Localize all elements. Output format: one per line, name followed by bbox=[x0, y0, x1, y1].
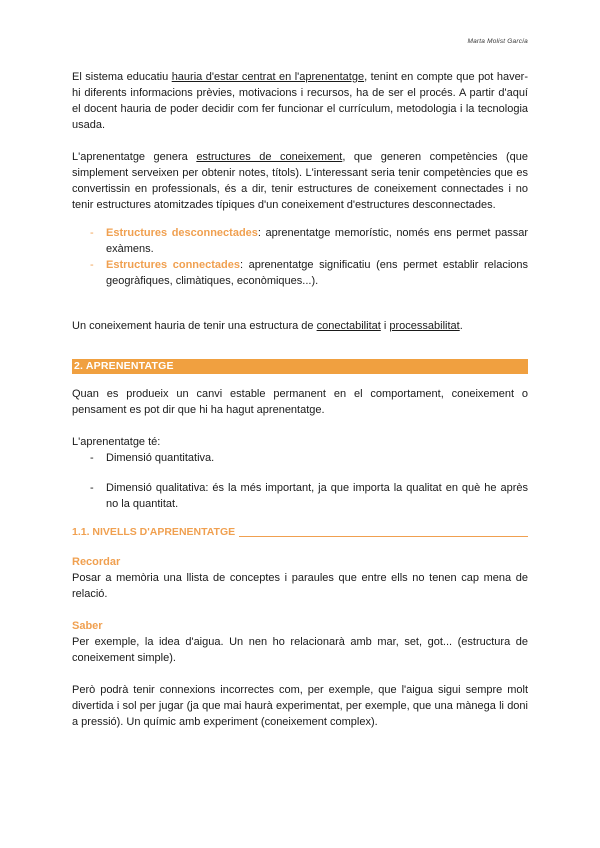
underlined-term: processabilitat bbox=[389, 320, 460, 332]
intro-paragraph-1 bbox=[72, 69, 528, 133]
structure-desc: : aprenentatge significatiu (ens permet establir relacions geogràfiques, climàtiques, econòmiques...). bbox=[106, 259, 529, 287]
underlined-term: conectabilitat bbox=[316, 320, 381, 332]
dash-bullet-icon: - bbox=[90, 259, 94, 271]
section-paragraph-2: L'aprenentatge té: bbox=[72, 436, 161, 448]
underlined-phrase: hauria d'estar centrat en l'aprenentatge bbox=[171, 71, 365, 83]
structure-term: Estructures desconnectades bbox=[106, 227, 258, 239]
saber-heading: Saber bbox=[72, 620, 103, 632]
structure-term: Estructures connectades bbox=[106, 259, 240, 271]
header-author: Marta Molist García bbox=[467, 38, 528, 45]
list-item-text: Dimensió qualitativa: és la més important, ja que importa la qualitat en què he après no la quantitat. bbox=[106, 482, 528, 510]
text-span: , que generen competències (que simplement serveixen per obtenir notes, títols). L'interessant seria tenir competències que es convertissin en professionals, és a dir, tenir estructures de coneixement connectades i no tenir estructures atomitzades típiques d'un coneixement d'estructures desconnectades. bbox=[72, 151, 528, 211]
dash-bullet-icon: - bbox=[90, 452, 94, 464]
heading-rule bbox=[239, 536, 528, 537]
recordar-heading: Recordar bbox=[72, 556, 121, 568]
spacer bbox=[72, 213, 528, 225]
subsection-heading bbox=[72, 524, 528, 540]
text-span: Un coneixement hauria de tenir una estructura de bbox=[72, 320, 317, 332]
underlined-phrase: estructures de coneixement bbox=[196, 151, 343, 163]
list-item bbox=[72, 480, 528, 512]
text-span: El sistema educatiu bbox=[72, 71, 172, 83]
structure-desc: : aprenentatge memorístic, només ens permet passar exàmens. bbox=[106, 227, 529, 255]
structures-list bbox=[72, 225, 528, 289]
text-span: i bbox=[380, 320, 390, 332]
section-heading: 2. APRENENTATGE bbox=[72, 359, 528, 374]
spacer bbox=[72, 666, 528, 682]
intro-paragraph-2 bbox=[72, 149, 528, 213]
spacer bbox=[72, 602, 528, 618]
spacer bbox=[72, 334, 528, 359]
spacer bbox=[72, 418, 528, 434]
saber-text: Per exemple, la idea d'aigua. Un nen ho relacionarà amb mar, set, got... (estructura de coneixement simple). bbox=[72, 636, 528, 664]
spacer bbox=[72, 512, 528, 524]
spacer bbox=[72, 374, 528, 386]
text-span: L'aprenentatge genera bbox=[72, 151, 197, 163]
spacer bbox=[72, 133, 528, 149]
subsection-title: 1.1. NIVELLS D'APRENENTATGE bbox=[72, 526, 236, 538]
spacer bbox=[72, 540, 528, 554]
saber-text-2: Però podrà tenir connexions incorrectes com, per exemple, que l'aigua sigui sempre molt divertida i sol per jugar (ja que mai haurà experimentat, per exemple, que una mànega li doni a pressió). Un químic amb experiment (coneixement complex). bbox=[72, 684, 528, 728]
text-span: , tenint en compte que pot haver-hi diferents informacions prèvies, motivacions i recursos, ha de ser el procés. A partir d'aquí el docent hauria de poder decidir com fer funcionar el currículum, metodologia i la tecnologia usada. bbox=[72, 71, 529, 131]
text-span: . bbox=[459, 320, 463, 332]
document-body bbox=[72, 69, 528, 730]
list-item bbox=[72, 225, 528, 257]
connect-paragraph bbox=[72, 318, 528, 334]
list-item bbox=[72, 450, 528, 466]
recordar-text: Posar a memòria una llista de conceptes i paraules que entre ells no tenen cap mena de relació. bbox=[72, 572, 528, 600]
dimensions-list bbox=[72, 450, 528, 512]
dash-bullet-icon: - bbox=[90, 227, 94, 239]
spacer bbox=[72, 289, 528, 318]
list-item bbox=[72, 257, 528, 289]
section-paragraph-1: Quan es produeix un canvi estable permanent en el comportament, coneixement o pensament es pot dir que hi ha hagut aprenentatge. bbox=[72, 388, 528, 416]
dash-bullet-icon: - bbox=[90, 482, 94, 494]
list-item-text: Dimensió quantitativa. bbox=[106, 452, 215, 464]
